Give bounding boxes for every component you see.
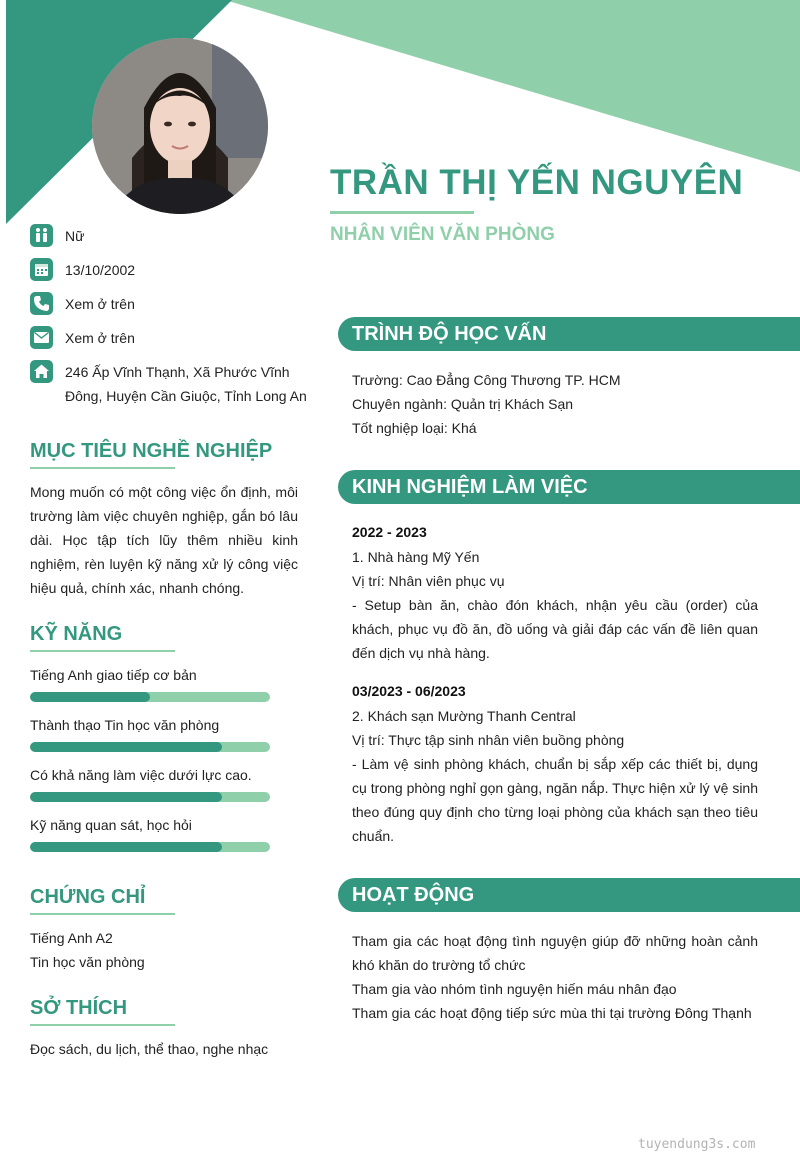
education-line: Chuyên ngành: Quản trị Khách Sạn bbox=[352, 396, 574, 412]
job-title: NHÂN VIÊN VĂN PHÒNG bbox=[330, 224, 555, 245]
skills-heading: KỸ NĂNG bbox=[30, 623, 123, 645]
contact-gender bbox=[30, 224, 310, 248]
job-company: 1. Nhà hàng Mỹ Yến bbox=[352, 549, 480, 565]
job-period: 2022 - 2023 bbox=[352, 524, 427, 540]
job-position: Vị trí: Thực tập sinh nhân viên buồng phòng bbox=[352, 732, 625, 748]
address-text: 246 Ấp Vĩnh Thạnh, Xã Phước Vĩnh Đông, Huyện Cần Giuộc, Tỉnh Long An bbox=[65, 364, 307, 404]
education-heading: TRÌNH ĐỘ HỌC VẤN bbox=[338, 317, 800, 351]
skill-label: Thành thạo Tin học văn phòng bbox=[30, 717, 220, 733]
skill-label: Kỹ năng quan sát, học hỏi bbox=[30, 817, 192, 833]
contact-email bbox=[30, 326, 310, 350]
phone-icon bbox=[30, 292, 53, 315]
contact-phone bbox=[30, 292, 310, 316]
job-company: 2. Khách sạn Mường Thanh Central bbox=[352, 708, 576, 724]
calendar-icon bbox=[30, 258, 53, 281]
experience-heading: KINH NGHIỆM LÀM VIỆC bbox=[338, 470, 800, 504]
hobbies-heading: SỞ THÍCH bbox=[30, 997, 128, 1019]
hobbies-underline bbox=[30, 1024, 175, 1026]
job-description: - Làm vệ sinh phòng khách, chuẩn bị sắp xếp các thiết bị, dụng cụ trong phòng nghỉ gọn gàng, ngăn nắp. Thực hiện xử lý vệ sinh theo đúng quy định cho từng loại phòng của khách sạn theo tiêu chuẩn. bbox=[352, 756, 758, 844]
skill-bar bbox=[30, 692, 270, 702]
gender-text: Nữ bbox=[65, 228, 85, 244]
certificate-item: Tiếng Anh A2 bbox=[30, 930, 113, 946]
activity-item: Tham gia các hoạt động tình nguyện giúp đỡ những hoàn cảnh khó khăn do trường tổ chức bbox=[352, 933, 758, 973]
skill-bar-fill bbox=[30, 742, 222, 752]
light-triangle bbox=[225, 0, 800, 172]
job-position: Vị trí: Nhân viên phục vụ bbox=[352, 573, 505, 589]
phone-text: Xem ở trên bbox=[65, 296, 135, 312]
home-icon bbox=[30, 360, 53, 383]
name-underline bbox=[330, 211, 474, 214]
skill-bar-fill bbox=[30, 692, 150, 702]
objective-heading: MỤC TIÊU NGHỀ NGHIỆP bbox=[30, 440, 273, 462]
activities-heading: HOẠT ĐỘNG bbox=[338, 878, 800, 912]
certificate-item: Tin học văn phòng bbox=[30, 954, 145, 970]
job-description: - Setup bàn ăn, chào đón khách, nhận yêu cầu (order) của khách, phục vụ đồ ăn, đồ uống và giải đáp các vấn đề liên quan đến dịch vụ nhà hàng. bbox=[352, 597, 758, 661]
email-icon bbox=[30, 326, 53, 349]
objective-underline bbox=[30, 467, 175, 469]
certificates-underline bbox=[30, 913, 175, 915]
contact-address bbox=[30, 360, 310, 408]
skill-label: Tiếng Anh giao tiếp cơ bản bbox=[30, 667, 197, 683]
education-line: Trường: Cao Đẳng Công Thương TP. HCM bbox=[352, 372, 621, 388]
certificates-heading: CHỨNG CHỈ bbox=[30, 886, 146, 908]
skill-bar bbox=[30, 792, 270, 802]
skill-label: Có khả năng làm việc dưới lực cao. bbox=[30, 767, 252, 783]
birthday-text: 13/10/2002 bbox=[65, 262, 136, 278]
profile-photo bbox=[92, 38, 268, 214]
skill-bar-fill bbox=[30, 842, 222, 852]
activity-item: Tham gia vào nhóm tình nguyện hiến máu nhân đạo bbox=[352, 981, 677, 997]
watermark: tuyendung3s.com bbox=[638, 1137, 756, 1152]
contact-birthday bbox=[30, 258, 310, 282]
hobbies-text: Đọc sách, du lịch, thể thao, nghe nhạc bbox=[30, 1041, 269, 1057]
objective-text: Mong muốn có một công việc ổn định, môi trường làm việc chuyên nghiệp, gắn bó lâu dài. Học tập tích lũy thêm nhiều kinh nghiệm, rèn luyện kỹ năng xử lý công việc hiệu quả, chính xác, nhanh chóng. bbox=[30, 484, 298, 596]
job-period: 03/2023 - 06/2023 bbox=[352, 683, 466, 699]
email-text: Xem ở trên bbox=[65, 330, 135, 346]
skill-bar bbox=[30, 742, 270, 752]
gender-icon bbox=[30, 224, 53, 247]
education-line: Tốt nghiệp loại: Khá bbox=[352, 420, 477, 436]
skill-bar bbox=[30, 842, 270, 852]
skill-bar-fill bbox=[30, 792, 222, 802]
activity-item: Tham gia các hoạt động tiếp sức mùa thi tại trường Đông Thạnh bbox=[352, 1005, 752, 1021]
skills-underline bbox=[30, 650, 175, 652]
candidate-name: TRẦN THỊ YẾN NGUYÊN bbox=[330, 163, 744, 202]
